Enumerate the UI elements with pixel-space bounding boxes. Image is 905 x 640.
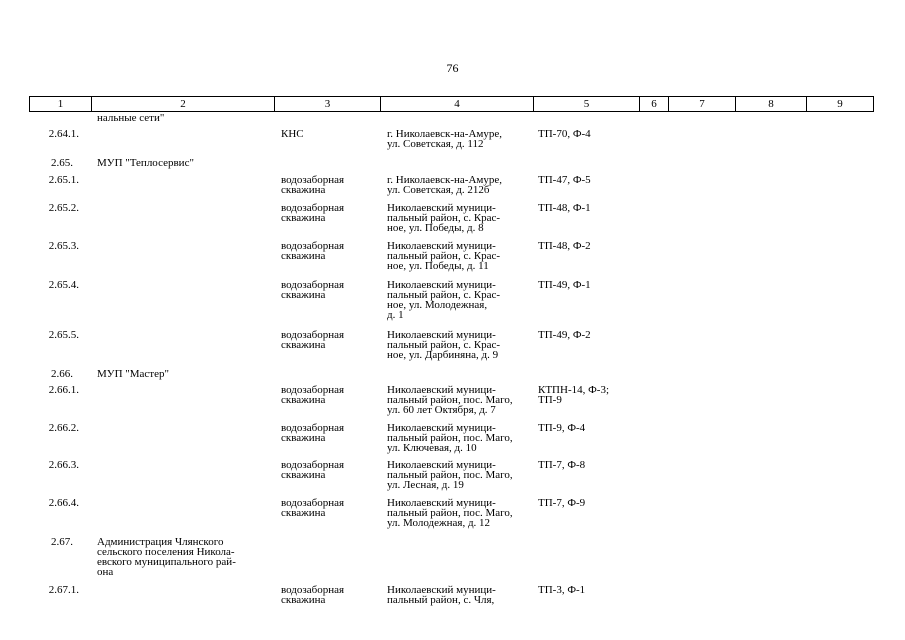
table-row-number: 2.65.2. [48, 202, 79, 214]
table-row-address: Николаевский муници- пальный район, пос. Маго, ул. 60 лет Октября, д. 7 [387, 384, 513, 416]
table-row-feeder: ТП-49, Ф-1 [538, 279, 591, 291]
table-row-number: 2.67. [51, 536, 73, 548]
table-row-name: нальные сети" [97, 112, 165, 124]
table-row-number: 2.65.5. [48, 329, 79, 341]
table-row-feeder: ТП-49, Ф-2 [538, 329, 591, 341]
table-row-address: Николаевский муници- пальный район, с. Крас- ное, ул. Победы, д. 8 [387, 202, 501, 234]
table-row-feeder: ТП-9, Ф-4 [538, 422, 586, 434]
table-row-feeder: ТП-7, Ф-9 [538, 497, 586, 509]
table-row-number: 2.66. [51, 368, 73, 380]
table-row-address: Николаевский муници- пальный район, с. Крас- ное, ул. Молодежная, д. 1 [387, 279, 501, 321]
page-number: 76 [446, 61, 459, 75]
table-row-address: Николаевский муници- пальный район, пос. Маго, ул. Ключевая, д. 10 [387, 422, 513, 454]
header-col-1: 1 [30, 97, 92, 111]
table-row-number: 2.66.2. [48, 422, 79, 434]
table-row-number: 2.65.1. [48, 174, 79, 186]
header-col-4: 4 [381, 97, 534, 111]
table-row-number: 2.65. [51, 157, 73, 169]
table-row-feeder: ТП-7, Ф-8 [538, 459, 586, 471]
header-col-9: 9 [837, 98, 843, 110]
table-row-object: водозаборная скважина [281, 497, 345, 519]
table-row-name: МУП "Мастер" [97, 368, 169, 380]
table-header [29, 96, 874, 112]
table-row-address: г. Николаевск-на-Амуре, ул. Советская, д. 112 [387, 128, 502, 150]
table-row-object: водозаборная скважина [281, 422, 345, 444]
table-row-object: водозаборная скважина [281, 384, 345, 406]
header-col-8: 8 [736, 97, 807, 111]
table-row-number: 2.65.4. [48, 279, 79, 291]
header-col-6: 6 [640, 97, 669, 111]
header-col-2: 2 [92, 97, 275, 111]
table-row-object: водозаборная скважина [281, 174, 345, 196]
header-col-7: 7 [669, 97, 736, 111]
header-col-5: 5 [534, 97, 640, 111]
table-row-address: Николаевский муници- пальный район, пос. Маго, ул. Молодежная, д. 12 [387, 497, 513, 529]
table-row-feeder: ТП-3, Ф-1 [538, 584, 586, 596]
table-row-object: водозаборная скважина [281, 240, 345, 262]
table-row-number: 2.65.3. [48, 240, 79, 252]
table-row-name: Администрация Члянского сельского поселения Никола- евского муниципального рай- она [97, 536, 236, 578]
table-row-feeder: ТП-48, Ф-1 [538, 202, 591, 214]
table-row-number: 2.66.1. [48, 384, 79, 396]
table-row-feeder: ТП-70, Ф-4 [538, 128, 591, 140]
table-row-address: Николаевский муници- пальный район, с. Крас- ное, ул. Дарбиняна, д. 9 [387, 329, 501, 361]
table-row-number: 2.66.3. [48, 459, 79, 471]
table-row-address: Николаевский муници- пальный район, с. Чля, [387, 584, 496, 606]
table-row-name: МУП "Теплосервис" [97, 157, 194, 169]
table-row-object: водозаборная скважина [281, 202, 345, 224]
table-row-object: водозаборная скважина [281, 459, 345, 481]
table-row-feeder: ТП-48, Ф-2 [538, 240, 591, 252]
table-row-number: 2.67.1. [48, 584, 79, 596]
table-row-object: водозаборная скважина [281, 329, 345, 351]
header-col-3: 3 [275, 97, 381, 111]
table-row-object: водозаборная скважина [281, 279, 345, 301]
table-row-address: Николаевский муници- пальный район, пос. Маго, ул. Лесная, д. 19 [387, 459, 513, 491]
table-row-address: г. Николаевск-на-Амуре, ул. Советская, д. 212б [387, 174, 502, 196]
table-row-object: КНС [281, 128, 304, 140]
table-row-number: 2.66.4. [48, 497, 79, 509]
table-row-object: водозаборная скважина [281, 584, 345, 606]
table-row-feeder: КТПН-14, Ф-3; ТП-9 [538, 384, 610, 406]
table-row-number: 2.64.1. [48, 128, 79, 140]
table-row-address: Николаевский муници- пальный район, с. Крас- ное, ул. Победы, д. 11 [387, 240, 501, 272]
table-row-feeder: ТП-47, Ф-5 [538, 174, 591, 186]
